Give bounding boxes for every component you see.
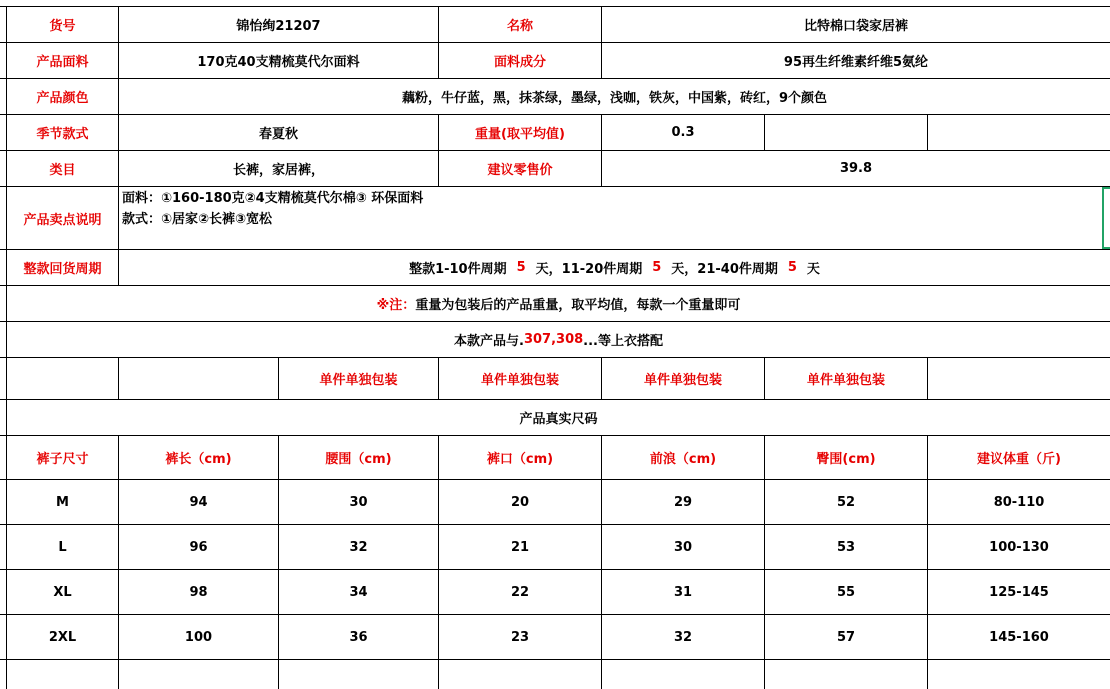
size-header-cell[interactable]: 裤口（cm) [486, 452, 554, 467]
size-cell[interactable]: L [58, 539, 67, 555]
size-header-cell[interactable]: 腰围（cm) [325, 452, 392, 467]
restock-value[interactable] [119, 250, 1110, 285]
size-cell[interactable]: 94 [189, 494, 208, 510]
size-cell[interactable]: 52 [836, 494, 856, 510]
restock-label[interactable]: 整款回货周期 [23, 262, 102, 277]
size-header-cell[interactable]: 裤子尺寸 [36, 452, 89, 467]
size-cell[interactable]: 57 [836, 629, 856, 645]
size-cell[interactable]: XL [53, 584, 72, 600]
restock-text: 天，11-20件周期 [535, 262, 643, 277]
size-cell[interactable]: 96 [189, 539, 208, 555]
restock-days: 5 [516, 260, 526, 275]
restock-days: 5 [652, 260, 662, 275]
weight-label[interactable]: 重量(取平均值) [475, 127, 565, 142]
size-cell[interactable]: 100-130 [989, 539, 1049, 555]
cell-selection-indicator [1102, 187, 1110, 249]
item-no-label[interactable]: 货号 [49, 19, 76, 34]
size-cell[interactable]: 80-110 [993, 494, 1045, 510]
empty-cell[interactable] [928, 358, 1110, 399]
empty-cell[interactable] [928, 115, 1110, 150]
size-cell[interactable]: 23 [510, 629, 530, 645]
empty-cell[interactable] [765, 115, 927, 150]
size-cell[interactable]: 55 [836, 584, 856, 600]
name-value[interactable]: 比特棉口袋家居裤 [803, 19, 908, 34]
season-label[interactable]: 季节款式 [36, 127, 89, 142]
size-cell[interactable]: 36 [349, 629, 368, 645]
selling-points-value[interactable] [122, 188, 1092, 248]
size-cell[interactable]: 100 [184, 629, 213, 645]
colors-label[interactable]: 产品颜色 [36, 91, 89, 106]
category-label[interactable]: 类目 [49, 163, 76, 178]
weight-value[interactable]: 0.3 [671, 125, 695, 140]
match-items: 307,308 [523, 332, 584, 347]
empty-cell[interactable] [7, 358, 118, 399]
size-cell[interactable]: 30 [349, 494, 368, 510]
size-cell[interactable]: 22 [510, 584, 530, 600]
size-cell[interactable]: 21 [510, 539, 530, 555]
size-cell[interactable]: 30 [673, 539, 693, 555]
packaging-cell[interactable]: 单件单独包装 [643, 373, 722, 388]
size-header-cell[interactable]: 前浪（cm) [649, 452, 717, 467]
note-text: 重量为包装后的产品重量，取平均值，每款一个重量即可 [415, 298, 741, 313]
size-cell[interactable]: 31 [673, 584, 693, 600]
item-no-value[interactable]: 锦怡绚21207 [236, 19, 321, 34]
composition-value[interactable]: 95再生纤维素纤维5氨纶 [783, 55, 929, 70]
price-label[interactable]: 建议零售价 [487, 163, 553, 178]
grid-line [0, 659, 1110, 660]
fabric-label[interactable]: 产品面料 [36, 55, 89, 70]
size-cell[interactable]: 29 [673, 494, 693, 510]
packaging-cell[interactable]: 单件单独包装 [480, 373, 559, 388]
size-cell[interactable]: 145-160 [989, 629, 1049, 645]
size-header-cell[interactable]: 建议体重（斤) [977, 452, 1061, 467]
restock-text: 天，21-40件周期 [671, 262, 778, 277]
selling-points-fabric: 面料：①160-180克②4支精梳莫代尔棉③ 环保面料 [122, 191, 424, 206]
size-cell[interactable]: 53 [836, 539, 856, 555]
size-cell[interactable]: 32 [349, 539, 368, 555]
size-cell[interactable]: 125-145 [989, 584, 1049, 600]
size-header-cell[interactable]: 裤长（cm) [165, 452, 232, 467]
size-cell[interactable]: 34 [349, 584, 368, 600]
price-value[interactable]: 39.8 [839, 161, 873, 176]
empty-cell[interactable] [119, 358, 278, 399]
season-value[interactable]: 春夏秋 [258, 127, 298, 142]
match-suffix: ...等上衣搭配 [583, 334, 663, 349]
packaging-cell[interactable]: 单件单独包装 [806, 373, 885, 388]
restock-days: 5 [787, 260, 797, 275]
note-row[interactable] [7, 286, 1110, 321]
restock-text: 天 [806, 262, 820, 277]
size-cell[interactable]: 20 [510, 494, 530, 510]
restock-text: 整款1-10件周期 [409, 262, 507, 277]
grid-line [0, 186, 1110, 187]
size-header-cell[interactable]: 臀围(cm) [816, 452, 876, 467]
fabric-value[interactable]: 170克40支精梳莫代尔面料 [197, 55, 360, 70]
size-cell[interactable]: 98 [189, 584, 208, 600]
size-cell[interactable]: M [56, 494, 69, 510]
selling-points-style: 款式：①居家②长裤③宽松 [122, 212, 273, 227]
size-cell[interactable]: 2XL [48, 629, 77, 645]
packaging-cell[interactable]: 单件单独包装 [319, 373, 398, 388]
colors-value[interactable]: 藕粉，牛仔蓝，黑，抹茶绿，墨绿，浅咖，铁灰，中国紫，砖红，9个颜色 [401, 91, 828, 106]
category-value[interactable]: 长裤，家居裤， [232, 163, 324, 178]
match-row[interactable] [7, 322, 1110, 357]
composition-label[interactable]: 面料成分 [493, 55, 546, 70]
size-table-title[interactable]: 产品真实尺码 [519, 412, 598, 427]
size-cell[interactable]: 32 [673, 629, 693, 645]
match-prefix: 本款产品与. [454, 334, 524, 349]
note-prefix: ※注： [376, 298, 416, 313]
name-label[interactable]: 名称 [506, 19, 533, 34]
selling-points-label[interactable]: 产品卖点说明 [23, 212, 102, 228]
